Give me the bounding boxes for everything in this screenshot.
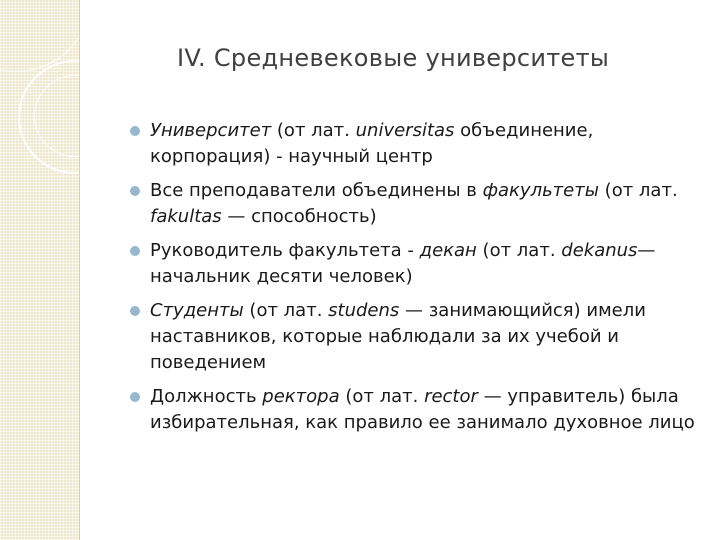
- bullet-term: ректора: [262, 386, 340, 407]
- bullet-term: факультеты: [482, 180, 599, 201]
- bullet-term: dekanus: [561, 240, 638, 261]
- bullet-text: Все преподаватели объединены в: [150, 180, 483, 201]
- decorative-sidebar: [0, 0, 79, 540]
- bullet-text: (от лат.: [271, 120, 356, 141]
- bullet-text: объединение, корпорация) - научный центр: [150, 120, 594, 167]
- bullet-item: [130, 118, 705, 170]
- bullet-dot-icon: [130, 126, 140, 136]
- bullet-term: fakultas: [150, 206, 222, 227]
- bullet-text: — занимающийся) имели наставников, которые наблюдали за их учебой и поведением: [150, 300, 646, 373]
- bullet-text: — начальник десяти человек): [150, 240, 656, 287]
- bullet-term: декан: [419, 240, 477, 261]
- bullet-text: (от лат.: [476, 240, 562, 261]
- bullet-dot-icon: [130, 186, 140, 196]
- bullet-term: studens: [328, 300, 400, 321]
- bullet-text: Должность: [150, 386, 263, 407]
- bullet-term: rector: [424, 386, 478, 407]
- bullet-text: (от лат.: [598, 180, 678, 201]
- bullet-item: [130, 298, 705, 376]
- bullet-term: universitas: [355, 120, 455, 141]
- bullet-dot-icon: [130, 246, 140, 256]
- bullet-dot-icon: [130, 392, 140, 402]
- bullet-text: (от лат.: [243, 300, 329, 321]
- bullet-item: [130, 384, 705, 436]
- bullet-item: [130, 178, 705, 230]
- bullet-dot-icon: [130, 306, 140, 316]
- bullet-item: [130, 238, 705, 290]
- sidebar-divider: [79, 0, 80, 540]
- bullet-text: (от лат.: [339, 386, 425, 407]
- bullet-text: Руководитель факультета -: [150, 240, 420, 261]
- slide-title: IV. Средневековые университеты: [177, 44, 610, 72]
- bullet-text: — способность): [221, 206, 377, 227]
- bullet-term: Студенты: [150, 300, 244, 321]
- bullet-text: — управитель) была избирательная, как правило ее занимало духовное лицо: [150, 386, 695, 433]
- bullet-list: [130, 118, 705, 444]
- bullet-term: Университет: [150, 120, 272, 141]
